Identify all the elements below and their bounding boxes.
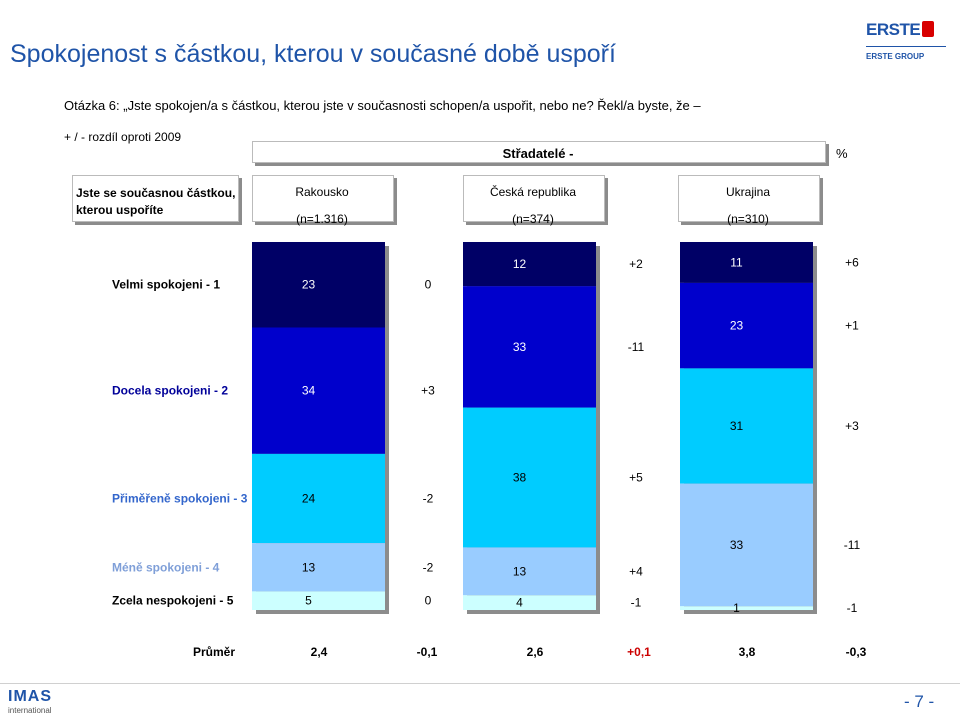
- bar-diff-label: -11: [843, 537, 861, 552]
- bar-segment: [463, 547, 596, 595]
- average-label: Průměr: [193, 645, 236, 659]
- column-n-cr: (n=374): [512, 212, 554, 226]
- bar-value-label: 23: [301, 277, 316, 292]
- bar-segment: [463, 286, 596, 407]
- bar-value-label: 24: [301, 491, 316, 506]
- erste-group-label: ERSTE GROUP: [866, 52, 925, 61]
- bar-diff-label: -2: [422, 491, 434, 506]
- group-header: Střadatelé -: [502, 146, 574, 161]
- bar-diff-label: +3: [421, 383, 435, 398]
- bar-value-label: 34: [301, 383, 316, 398]
- survey-question: Otázka 6: „Jste spokojen/a s částkou, kterou jste v současnosti schopen/a uspořit, nebo ne? Řekl/a byste, že –: [64, 98, 701, 113]
- series-label: Docela spokojeni - 2: [112, 383, 229, 398]
- bar-value-label: 13: [301, 560, 316, 575]
- page-title: Spokojenost s částkou, kterou v současné době uspoří: [10, 40, 616, 68]
- imas-logo-sub: international: [8, 706, 52, 715]
- bar-value-label: 13: [512, 564, 527, 579]
- column-name-rakousko: Rakousko: [295, 185, 349, 199]
- diff-legend: + / - rozdíl oproti 2009: [64, 130, 182, 144]
- bar-diff-label: -1: [630, 595, 642, 610]
- bar-diff-label: -11: [627, 339, 645, 354]
- bar-diff-label: +2: [629, 257, 643, 272]
- average-value-rakousko: 2,4: [310, 645, 328, 659]
- bar-segment: [463, 242, 596, 286]
- bar-segment: [680, 242, 813, 283]
- bar-value-label: 33: [512, 339, 527, 354]
- bar-segment: [680, 368, 813, 483]
- series-label: Méně spokojeni - 4: [112, 560, 220, 575]
- row-header-line-2: kterou uspoříte: [76, 203, 164, 217]
- bar-diff-label: -2: [422, 560, 434, 575]
- bar-diff-label: 0: [424, 593, 432, 608]
- column-n-ukrajina: (n=310): [727, 212, 769, 226]
- imas-logo: IMAS: [8, 688, 52, 705]
- bar-value-label: 23: [729, 318, 744, 333]
- bar-segment: [252, 591, 385, 610]
- bar-value-label: 4: [516, 595, 523, 610]
- page-number: - 7 -: [904, 692, 935, 711]
- bar-value-label: 33: [729, 537, 744, 552]
- erste-logo-word: ERSTE: [866, 20, 921, 39]
- bar-value-label: 12: [512, 257, 527, 272]
- bar-value-label: 5: [305, 593, 312, 608]
- average-diff-cr: +0,1: [627, 645, 651, 659]
- bar-diff-label: 0: [424, 277, 432, 292]
- bar-segment: [463, 595, 596, 610]
- average-value-ukrajina: 3,8: [738, 645, 756, 659]
- bar-value-label: 11: [730, 255, 743, 270]
- bar-segment: [463, 408, 596, 548]
- bar-diff-label: -1: [846, 601, 858, 616]
- bar-segment: [680, 484, 813, 607]
- footer-divider: [0, 683, 960, 684]
- column-name-cr: Česká republika: [489, 185, 577, 199]
- bar-segment: [252, 327, 385, 453]
- bar-segment: [680, 606, 813, 610]
- average-value-cr: 2,6: [526, 645, 544, 659]
- bar-value-label: 1: [733, 601, 740, 616]
- series-label: Velmi spokojeni - 1: [112, 277, 221, 292]
- average-diff-rakousko: -0,1: [416, 645, 438, 659]
- bar-diff-label: +6: [845, 255, 859, 270]
- column-name-ukrajina: Ukrajina: [725, 185, 770, 199]
- column-n-rakousko: (n=1.316): [296, 212, 348, 226]
- average-diff-ukrajina: -0,3: [845, 645, 867, 659]
- bar-value-label: 31: [729, 419, 744, 433]
- series-label: Přiměřeně spokojeni - 3: [112, 491, 248, 506]
- bar-segment: [252, 242, 385, 327]
- bar-segment: [252, 454, 385, 543]
- bar-segment: [680, 283, 813, 368]
- bar-diff-label: +5: [629, 470, 643, 485]
- series-label: Zcela nespokojeni - 5: [112, 593, 234, 608]
- row-header-line-1: Jste se současnou částkou,: [76, 186, 236, 200]
- bar-diff-label: +3: [845, 419, 859, 433]
- bar-segment: [252, 543, 385, 591]
- bar-diff-label: +4: [629, 564, 643, 579]
- unit-label: %: [836, 146, 848, 161]
- bar-value-label: 38: [512, 470, 527, 485]
- bar-diff-label: +1: [845, 318, 859, 333]
